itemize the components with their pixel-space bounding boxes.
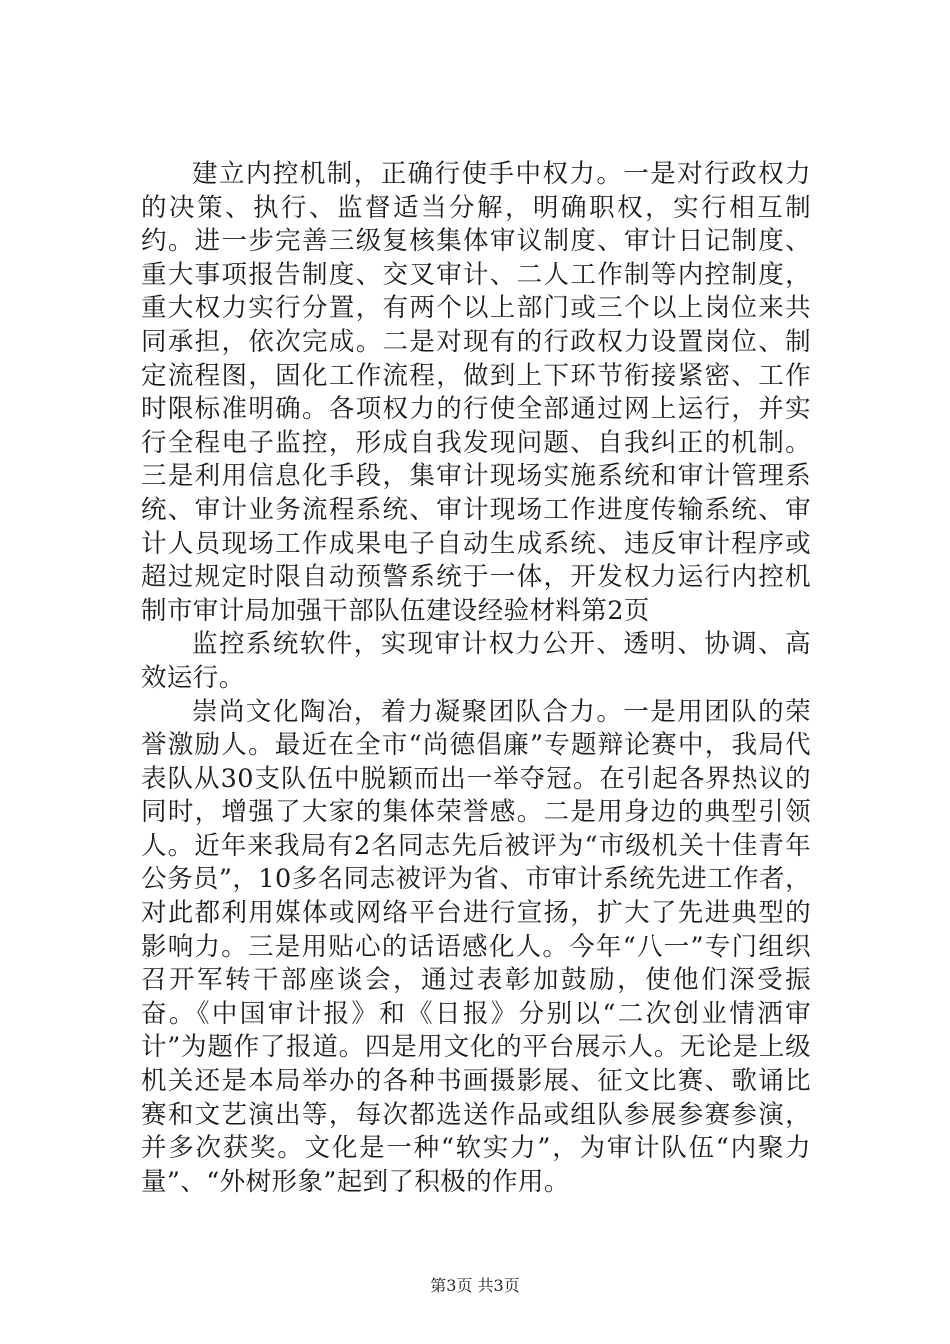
paragraph-internal-control: 建立内控机制，正确行使手中权力。一是对行政权力的决策、执行、监督适当分解，明确职权，实行相互制约。进一步完善三级复核集体审议制度、审计日记制度、重大事项报告制度、交叉审计、二人工作制等内控制度，重大权力实行分置，有两个以上部门或三个以上岗位来共同承担，依次完成。二是对现有的行政权力设置岗位、制定流程图，固化工作流程，做到上下环节衔接紧密、工作时限标准明确。各项权力的行使全部通过网上运行，并实行全程电子监控，形成自我发现问题、自我纠正的机制。三是利用信息化手段，集审计现场实施系统和审计管理系统、审计业务流程系统、审计现场工作进度传输系统、审计人员现场工作成果电子自动生成系统、违反审计程序或超过规定时限自动预警系统于一体，开发权力运行内控机制市审计局加强干部队伍建设经验材料第2页 [141,159,811,626]
document-body [141,158,811,1199]
page-footer: 第3页 共3页 [430,1276,520,1295]
paragraph-monitoring-software: 监控系统软件，实现审计权力公开、透明、协调、高效运行。 [141,629,811,693]
paragraph-culture: 崇尚文化陶冶，着力凝聚团队合力。一是用团队的荣誉激励人。最近在全市“尚德倡廉”专题辩论赛中，我局代表队从30支队伍中脱颖而出一举夺冠。在引起各界热议的同时，增强了大家的集体荣誉感。二是用身边的典型引领人。近年来我局有2名同志先后被评为“市级机关十佳青年公务员”，10多名同志被评为省、市审计系统先进工作者，对此都利用媒体或网络平台进行宣扬，扩大了先进典型的影响力。三是用贴心的话语感化人。今年“八一”专门组织召开军转干部座谈会，通过表彰加鼓励，使他们深受振奋。《中国审计报》和《日报》分别以“二次创业情洒审计”为题作了报道。四是用文化的平台展示人。无论是上级机关还是本局举办的各种书画摄影展、征文比赛、歌诵比赛和文艺演出等，每次都选送作品或组队参展参赛参演，并多次获奖。文化是一种“软实力”，为审计队伍“内聚力量”、“外树形象”起到了积极的作用。 [141,696,811,1197]
